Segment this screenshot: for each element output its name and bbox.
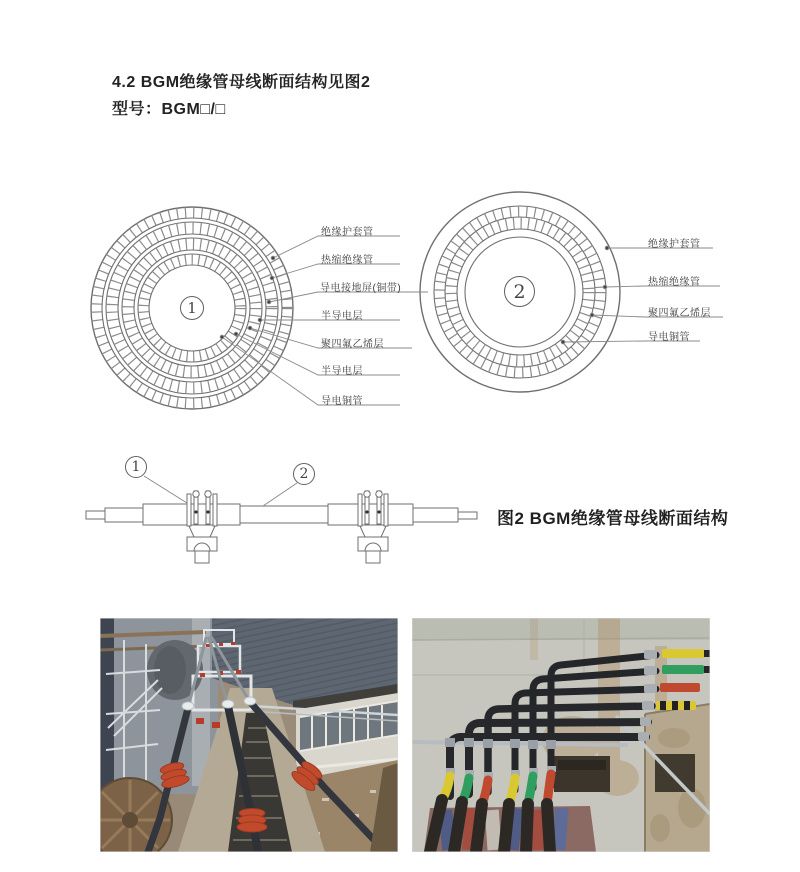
layer-label: 热缩绝缘管 xyxy=(648,277,701,288)
layer-label: 绝缘护套管 xyxy=(321,227,374,238)
busbar-assembly-drawing xyxy=(86,476,477,563)
callout-number-2: 2 xyxy=(504,276,535,307)
photo-busbar-site-indoor xyxy=(412,618,710,852)
callout-number-1: 1 xyxy=(180,296,204,320)
section-title: 4.2 BGM绝缘管母线断面结构见图2 xyxy=(112,74,371,91)
model-line: 型号：BGM□/□ xyxy=(112,101,226,118)
support-clamp xyxy=(187,491,388,563)
layer-label: 导电铜管 xyxy=(321,396,363,407)
layer-label: 导电铜管 xyxy=(648,332,690,343)
layer-label: 半导电层 xyxy=(321,366,363,377)
assembly-callout-1: 1 xyxy=(125,456,147,478)
layer-label: 绝缘护套管 xyxy=(648,239,701,250)
layer-label: 聚四氟乙烯层 xyxy=(321,339,384,350)
assembly-callout-2: 2 xyxy=(293,463,315,485)
layer-label: 热缩绝缘管 xyxy=(321,255,374,266)
layer-label: 导电接地屏(铜带) xyxy=(320,283,402,294)
photo-busbar-site-outdoor xyxy=(100,618,398,852)
layer-label: 半导电层 xyxy=(321,311,363,322)
layer-label: 聚四氟乙烯层 xyxy=(648,308,711,319)
figure-caption: 图2 BGM绝缘管母线断面结构 xyxy=(497,509,729,528)
